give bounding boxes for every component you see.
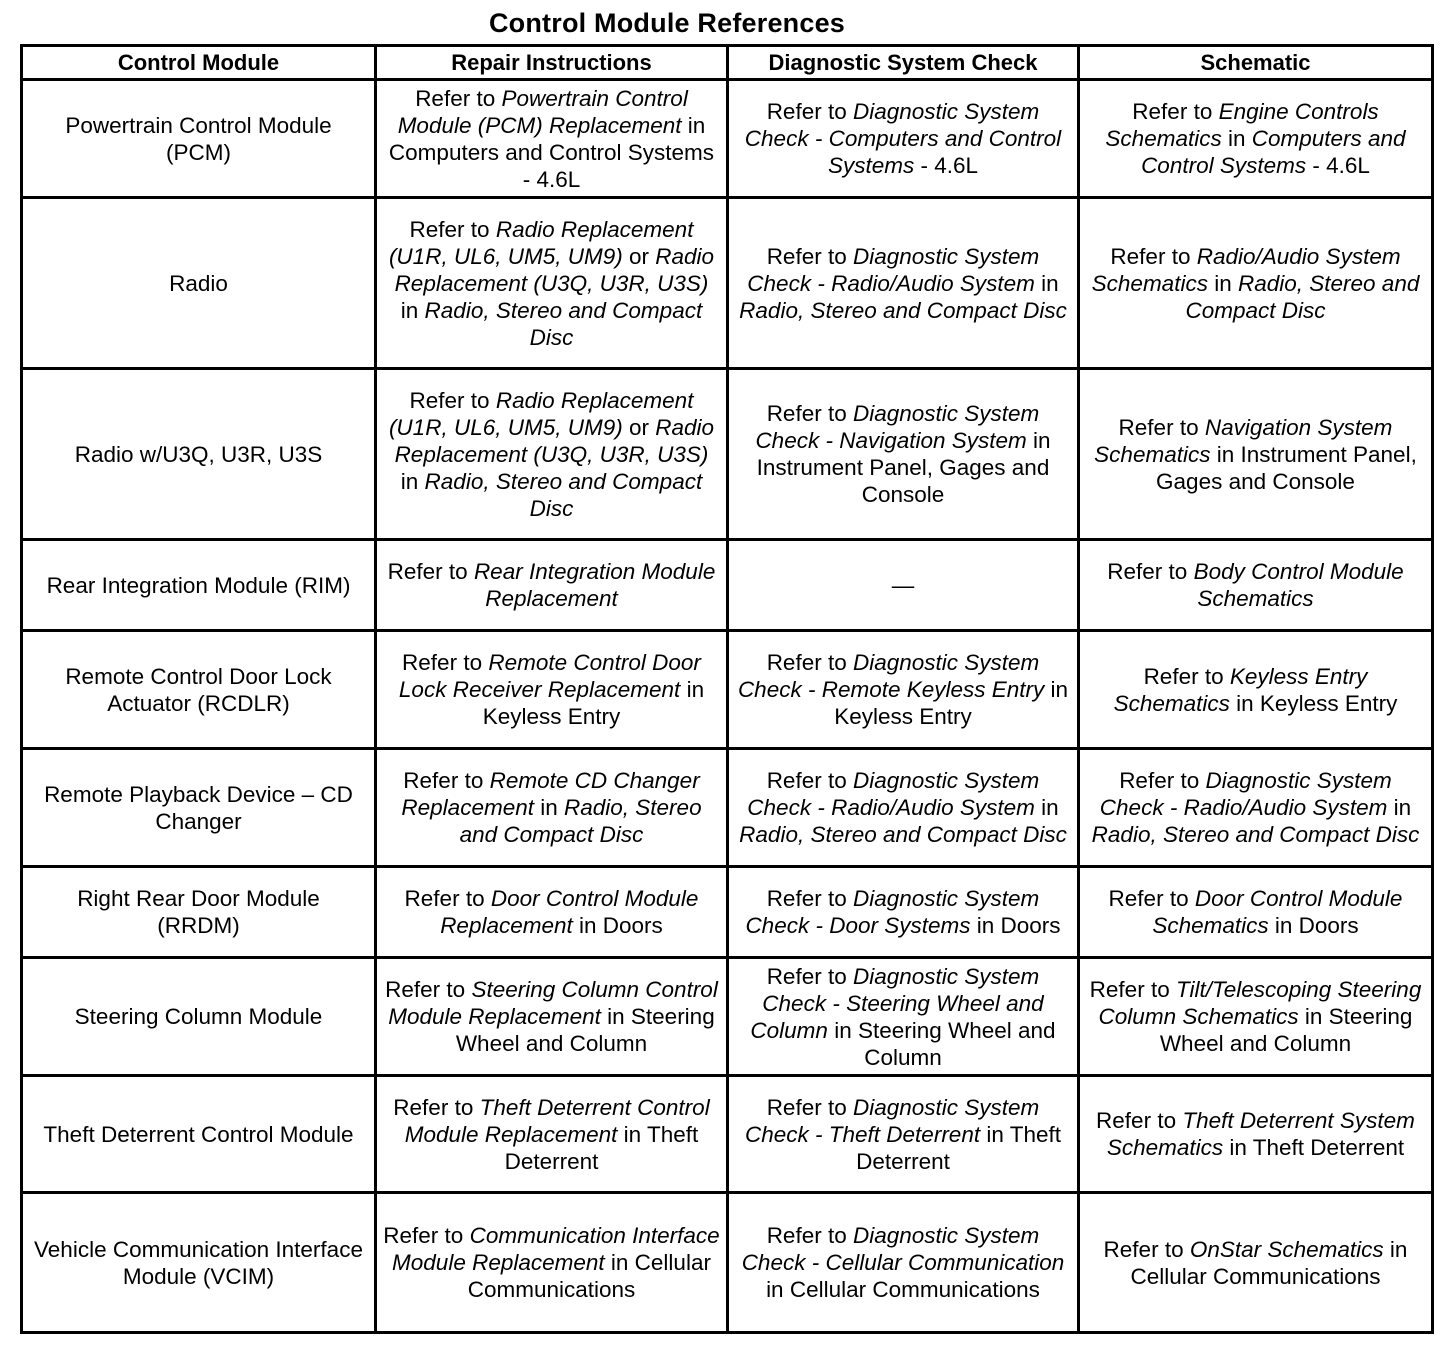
reference-text: in	[400, 468, 425, 494]
cell-repair-instructions	[376, 867, 728, 958]
cell-control-module: Steering Column Module	[22, 958, 376, 1076]
reference-title: Diagnostic System Check - Radio/Audio System	[747, 768, 1040, 820]
cell-diagnostic-system-check	[728, 1193, 1079, 1333]
cell-diagnostic-system-check	[728, 198, 1079, 369]
table-row	[22, 369, 1433, 540]
reference-title: Radio Replacement (U1R, UL6, UM5, UM9)	[388, 216, 694, 269]
reference-text: in Cellular Communications	[1130, 1236, 1408, 1289]
reference-text: in Theft Deterrent	[504, 1121, 699, 1174]
reference-title: Diagnostic System Check - Door Systems	[745, 886, 1040, 938]
reference-text: Refer to	[766, 401, 853, 426]
reference-text: Refer to	[1110, 243, 1197, 269]
reference-title: Navigation System Schematics	[1094, 414, 1393, 467]
cell-control-module: Vehicle Communication Interface Module (VCIM)	[22, 1193, 376, 1333]
reference-text: Refer to	[766, 650, 853, 675]
reference-title: Tilt/Telescoping Steering Column Schematics	[1098, 977, 1422, 1029]
reference-text: Refer to	[1108, 886, 1195, 911]
reference-title: Door Control Module Schematics	[1152, 886, 1403, 938]
cell-diagnostic-system-check	[728, 749, 1079, 867]
reference-title: Diagnostic System Check - Theft Deterrent	[745, 1094, 1040, 1147]
reference-title: Radio, Stereo and Compact Disc	[1185, 270, 1420, 323]
reference-text: Refer to	[1107, 559, 1194, 584]
reference-title: Rear Integration Module Replacement	[473, 559, 716, 611]
reference-text: Refer to	[393, 1094, 480, 1120]
reference-text: in	[1207, 270, 1238, 296]
cell-repair-instructions	[376, 631, 728, 749]
reference-title: Diagnostic System Check - Radio/Audio System	[747, 243, 1040, 296]
cell-control-module: Right Rear Door Module (RRDM)	[22, 867, 376, 958]
reference-text: in Theft Deterrent	[856, 1121, 1061, 1174]
reference-title: Diagnostic System Check - Steering Wheel and Column	[750, 963, 1044, 1043]
reference-text: Refer to	[766, 963, 853, 989]
reference-text: in Doors	[970, 913, 1061, 938]
cell-schematic	[1079, 631, 1433, 749]
reference-text: Refer to	[766, 243, 853, 269]
reference-text: Refer to	[766, 1223, 853, 1248]
reference-text: Refer to	[1119, 768, 1206, 793]
reference-title: Communication Interface Module Replacement	[392, 1223, 720, 1275]
cell-control-module: Rear Integration Module (RIM)	[22, 540, 376, 631]
reference-text: Refer to	[1089, 977, 1176, 1002]
cell-diagnostic-system-check	[728, 1076, 1079, 1193]
reference-title: Radio, Stereo and Compact Disc	[1091, 822, 1420, 847]
reference-text: in Computers and Control Systems - 4.6L	[388, 112, 715, 192]
cell-schematic	[1079, 369, 1433, 540]
cell-control-module: Radio w/U3Q, U3R, U3S	[22, 369, 376, 540]
table-row	[22, 1193, 1433, 1333]
reference-text: in Cellular Communications	[766, 1277, 1040, 1302]
reference-title: Radio, Stereo and Compact Disc	[739, 822, 1067, 847]
cell-repair-instructions	[376, 749, 728, 867]
reference-title: Body Control Module Schematics	[1193, 559, 1404, 611]
reference-text: in Doors	[1268, 913, 1359, 938]
table-body	[22, 80, 1433, 1333]
reference-text: in	[1034, 795, 1059, 820]
cell-schematic	[1079, 749, 1433, 867]
cell-diagnostic-system-check	[728, 369, 1079, 540]
reference-text: Refer to	[402, 650, 489, 675]
reference-text: in Steering Wheel and Column	[1159, 1004, 1413, 1056]
table-row	[22, 867, 1433, 958]
table-row	[22, 631, 1433, 749]
reference-title: Radio/Audio System Schematics	[1091, 243, 1401, 296]
reference-text: in	[533, 795, 564, 820]
reference-title: Diagnostic System Check - Navigation System	[755, 401, 1040, 453]
page-title: Control Module References	[488, 8, 846, 38]
column-header-diagnostic-system-check: Diagnostic System Check	[728, 46, 1079, 80]
cell-repair-instructions	[376, 958, 728, 1076]
reference-text: - 4.6L	[914, 153, 979, 178]
reference-text: Refer to	[415, 85, 502, 111]
reference-title: Radio, Stereo and Compact Disc	[459, 795, 702, 847]
reference-title: OnStar Schematics	[1189, 1236, 1384, 1262]
reference-title: Keyless Entry Schematics	[1113, 663, 1368, 716]
reference-text: in Cellular Communications	[467, 1250, 711, 1302]
cell-diagnostic-system-check	[728, 958, 1079, 1076]
reference-title: Powertrain Control Module (PCM) Replacement	[397, 85, 688, 138]
reference-text: in Instrument Panel, Gages and Console	[1156, 441, 1417, 494]
reference-title: Diagnostic System Check - Remote Keyless Entry	[737, 650, 1045, 702]
reference-title: Radio Replacement (U3Q, U3R, U3S)	[394, 414, 715, 467]
reference-text: in Steering Wheel and Column	[455, 1004, 715, 1056]
reference-text: or	[622, 414, 656, 440]
reference-text: in Keyless Entry	[1229, 690, 1398, 716]
reference-text: Refer to	[1143, 663, 1230, 689]
cell-control-module: Remote Control Door Lock Actuator (RCDLR)	[22, 631, 376, 749]
column-header-control-module: Control Module	[22, 46, 376, 80]
cell-repair-instructions	[376, 1076, 728, 1193]
cell-repair-instructions	[376, 198, 728, 369]
cell-repair-instructions	[376, 1193, 728, 1333]
cell-repair-instructions	[376, 540, 728, 631]
cell-schematic	[1079, 867, 1433, 958]
reference-text: Refer to	[383, 1223, 470, 1248]
reference-text: in	[400, 297, 425, 323]
table-row	[22, 958, 1433, 1076]
reference-title: Radio Replacement (U3Q, U3R, U3S)	[394, 243, 715, 296]
reference-title: Remote Control Door Lock Receiver Replacement	[398, 650, 701, 702]
table-row	[22, 1076, 1433, 1193]
reference-text: Refer to	[404, 886, 491, 911]
cell-schematic	[1079, 198, 1433, 369]
reference-title: Radio, Stereo and Compact Disc	[424, 297, 703, 350]
reference-text: in	[1387, 795, 1412, 820]
table-row	[22, 80, 1433, 198]
reference-text: Refer to	[1103, 1236, 1190, 1262]
reference-text: or	[622, 243, 656, 269]
cell-repair-instructions	[376, 80, 728, 198]
reference-title: Radio, Stereo and Compact Disc	[739, 297, 1067, 323]
reference-title: Diagnostic System Check - Computers and Control Systems	[744, 99, 1062, 178]
reference-text: Refer to	[766, 99, 853, 124]
cell-diagnostic-system-check	[728, 867, 1079, 958]
reference-title: Diagnostic System Check - Radio/Audio System	[1099, 768, 1392, 820]
reference-text: in Keyless Entry	[834, 677, 1069, 729]
reference-text: Refer to	[385, 977, 472, 1002]
reference-title: Theft Deterrent Control Module Replacement	[404, 1094, 710, 1147]
reference-text: Refer to	[766, 1094, 853, 1120]
reference-text: Refer to	[409, 387, 496, 413]
cell-diagnostic-system-check	[728, 631, 1079, 749]
reference-text: Refer to	[766, 886, 853, 911]
control-module-references-table	[20, 44, 1434, 1334]
reference-text: Refer to	[766, 768, 853, 793]
reference-text: Refer to	[403, 768, 490, 793]
reference-text: Refer to	[387, 559, 474, 584]
reference-text: in	[1034, 270, 1059, 296]
reference-title: Remote CD Changer Replacement	[401, 768, 700, 820]
reference-text: in Instrument Panel, Gages and Console	[756, 428, 1051, 507]
reference-text: Refer to	[1132, 99, 1219, 124]
reference-text: - 4.6L	[1306, 153, 1370, 178]
reference-text: —	[891, 572, 915, 598]
reference-title: Door Control Module Replacement	[440, 886, 699, 938]
cell-control-module: Theft Deterrent Control Module	[22, 1076, 376, 1193]
cell-control-module: Radio	[22, 198, 376, 369]
reference-title: Engine Controls Schematics	[1105, 99, 1379, 151]
cell-schematic	[1079, 1076, 1433, 1193]
column-header-repair-instructions: Repair Instructions	[376, 46, 728, 80]
cell-schematic	[1079, 1193, 1433, 1333]
reference-text: in	[1221, 126, 1252, 151]
reference-title: Computers and Control Systems	[1141, 126, 1406, 178]
reference-title: Theft Deterrent System Schematics	[1106, 1108, 1415, 1160]
reference-text: in Doors	[572, 913, 663, 938]
cell-control-module: Remote Playback Device – CD Changer	[22, 749, 376, 867]
reference-title: Radio Replacement (U1R, UL6, UM5, UM9)	[388, 387, 694, 440]
column-header-schematic: Schematic	[1079, 46, 1433, 80]
cell-diagnostic-system-check	[728, 540, 1079, 631]
reference-text: in Steering Wheel and Column	[827, 1017, 1056, 1070]
reference-text: Refer to	[1118, 414, 1205, 440]
cell-diagnostic-system-check	[728, 80, 1079, 198]
reference-text: Refer to	[1096, 1108, 1183, 1133]
table-row	[22, 749, 1433, 867]
cell-schematic	[1079, 80, 1433, 198]
reference-text: in Keyless Entry	[482, 677, 705, 729]
reference-text: in Theft Deterrent	[1223, 1135, 1405, 1160]
reference-title: Steering Column Control Module Replacement	[388, 977, 718, 1029]
cell-schematic	[1079, 540, 1433, 631]
cell-schematic	[1079, 958, 1433, 1076]
reference-text: Refer to	[409, 216, 496, 242]
reference-title: Radio, Stereo and Compact Disc	[424, 468, 703, 521]
table-row	[22, 198, 1433, 369]
table-row	[22, 540, 1433, 631]
reference-title: Diagnostic System Check - Cellular Communication	[741, 1223, 1065, 1275]
table-header-row	[22, 46, 1433, 80]
cell-repair-instructions	[376, 369, 728, 540]
cell-control-module: Powertrain Control Module (PCM)	[22, 80, 376, 198]
